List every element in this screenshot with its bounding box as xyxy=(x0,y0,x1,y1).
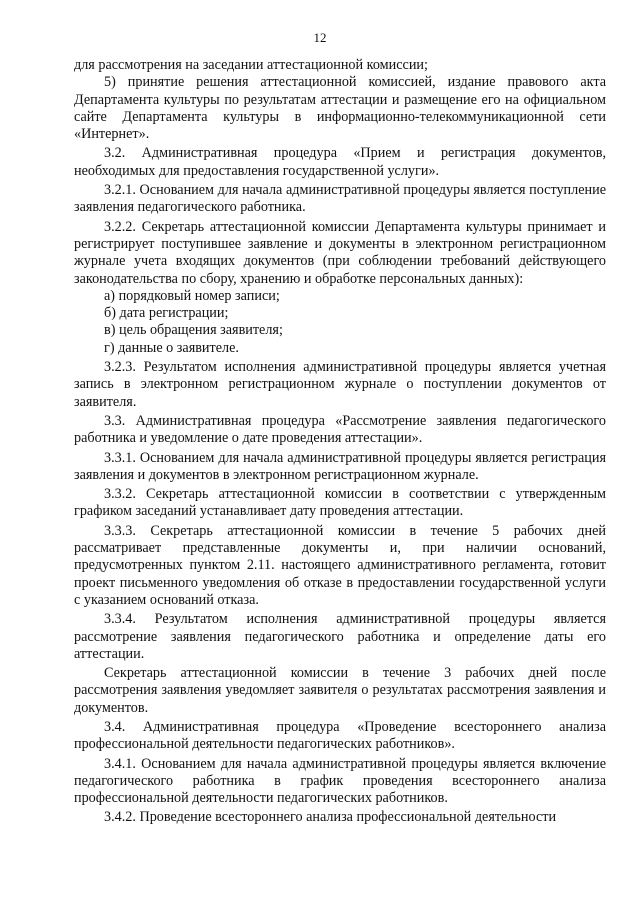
list-item: б) дата регистрации; xyxy=(104,305,229,322)
paragraph: 3.2.3. Результатом исполнения административной процедуры является учетная запись в электронном регистрационном журнале о поступлении документов от заявителя. xyxy=(74,359,606,410)
list-item: г) данные о заявителе. xyxy=(104,339,239,356)
paragraph: 3.4.2. Проведение всестороннего анализа профессиональной деятельности xyxy=(104,809,557,826)
paragraph: Секретарь аттестационной комиссии в течение 3 рабочих дней после рассмотрения заявления уведомляет заявителя о результатах рассмотрения заявления и документов. xyxy=(74,665,606,716)
paragraph: 3.4. Административная процедура «Проведение всестороннего анализа профессиональной деятельности педагогических работников». xyxy=(74,718,606,753)
paragraph: 3.3.3. Секретарь аттестационной комиссии в течение 5 рабочих дней рассматривает представленные документы и, при наличии оснований, предусмотренных пунктом 2.11. настоящего административного регламента, готовит проект письменного уведомления об отказе в предоставлении государственной услуги с указанием оснований отказа. xyxy=(74,522,606,608)
paragraph: 5) принятие решения аттестационной комиссией, издание правового акта Департамента культуры по результатам аттестации и размещение его на официальном сайте Департамента культуры в информационно-телекоммуникационной сети «Интернет». xyxy=(74,74,606,143)
paragraph: 3.2.2. Секретарь аттестационной комиссии Департамента культуры принимает и регистрирует поступившее заявление и документы в электронном регистрационном журнале учета входящих документов (при соблюдении требований действующего законодательства по сбору, хранению и обработке персональных данных): xyxy=(74,218,606,287)
list-item: а) порядковый номер записи; xyxy=(104,287,280,304)
paragraph: 3.3. Административная процедура «Рассмотрение заявления педагогического работника и уведомление о дате проведения аттестации». xyxy=(74,412,606,447)
list-item: в) цель обращения заявителя; xyxy=(104,322,283,339)
paragraph: 3.3.4. Результатом исполнения административной процедуры является рассмотрение заявления педагогического работника и определение даты его аттестации. xyxy=(74,611,606,662)
page-number: 12 xyxy=(313,30,327,45)
paragraph: для рассмотрения на заседании аттестационной комиссии; xyxy=(74,57,428,73)
paragraph: 3.2. Административная процедура «Прием и регистрация документов, необходимых для предоставления государственной услуги». xyxy=(74,145,606,179)
paragraph: 3.3.2. Секретарь аттестационной комиссии в соответствии с утвержденным графиком заседаний устанавливает дату проведения аттестации. xyxy=(74,486,606,520)
paragraph: 3.2.1. Основанием для начала административной процедуры является поступление заявления педагогического работника. xyxy=(74,182,606,216)
paragraph: 3.4.1. Основанием для начала административной процедуры является включение педагогического работника в график проведения всестороннего анализа профессиональной деятельности педагогических работников. xyxy=(74,755,606,807)
paragraph: 3.3.1. Основанием для начала административной процедуры является регистрация заявления и документов в электронном регистрационном журнале. xyxy=(74,449,606,483)
document-body xyxy=(74,57,606,827)
